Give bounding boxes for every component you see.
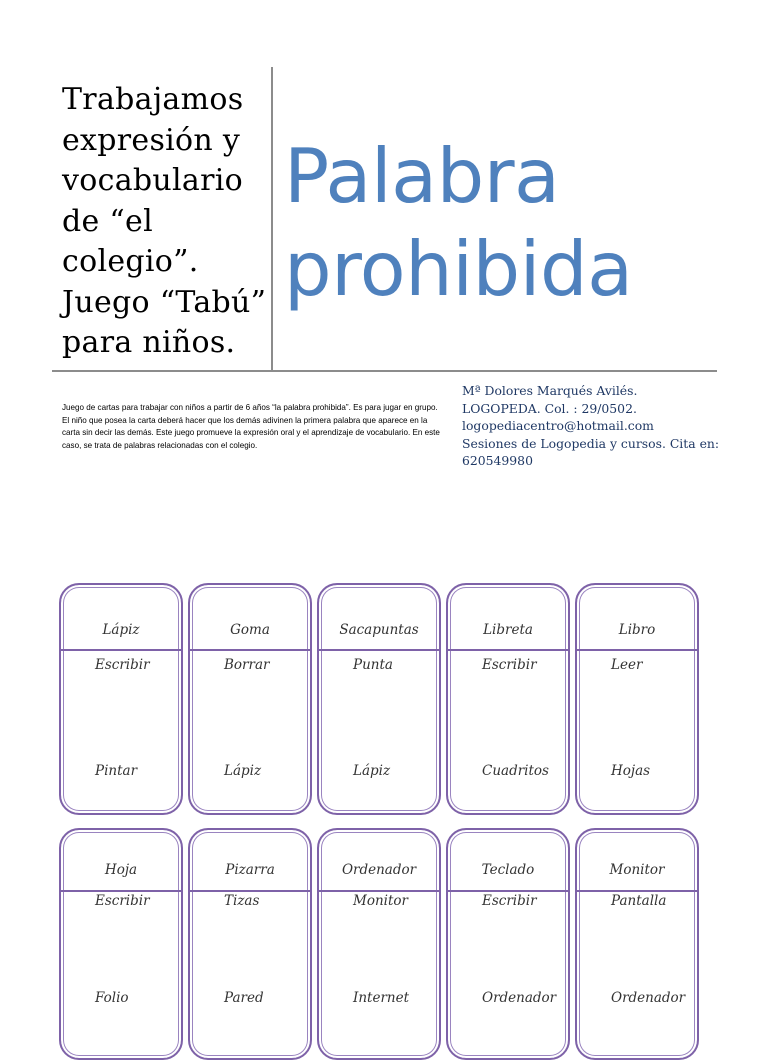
card-divider xyxy=(448,649,568,651)
card-taboo-word: Tizas xyxy=(224,893,260,909)
card-taboo-word: Escribir xyxy=(482,657,537,673)
card-divider xyxy=(577,649,697,651)
card-main-word: Monitor xyxy=(609,862,665,878)
card-taboo-word: Leer xyxy=(611,657,643,673)
card-taboo-word: Borrar xyxy=(224,657,270,673)
author-appointments: Sesiones de Logopedia y cursos. Cita en: 620549980 xyxy=(462,435,720,468)
card-main-word: Ordenador xyxy=(341,862,417,878)
card-main-word: Teclado xyxy=(481,862,535,878)
card-taboo-word: Pantalla xyxy=(611,893,667,909)
card-main-word: Lápiz xyxy=(102,622,140,638)
card-taboo-word: Escribir xyxy=(95,657,150,673)
card-taboo-word: Internet xyxy=(353,990,410,1006)
card-main-word: Libreta xyxy=(483,622,533,638)
card-taboo-word: Pared xyxy=(224,990,264,1006)
horizontal-divider xyxy=(52,370,717,372)
card-main-word: Hoja xyxy=(104,862,138,878)
author-block xyxy=(462,382,742,470)
card-main-word: Libro xyxy=(618,622,656,638)
card-divider xyxy=(61,890,181,892)
card-main-word: Sacapuntas xyxy=(339,622,419,638)
taboo-card xyxy=(317,828,441,1060)
author-name: Mª Dolores Marqués Avilés. xyxy=(462,383,638,398)
card-taboo-word: Pintar xyxy=(95,763,138,779)
card-divider xyxy=(577,890,697,892)
card-main-word: Pizarra xyxy=(225,862,275,878)
card-taboo-word: Hojas xyxy=(611,763,651,779)
card-divider xyxy=(190,890,310,892)
card-grid xyxy=(59,583,699,1060)
card-taboo-word: Folio xyxy=(95,990,129,1006)
card-divider xyxy=(319,649,439,651)
card-taboo-word: Cuadritos xyxy=(482,763,549,779)
taboo-card xyxy=(317,583,441,815)
card-taboo-word: Lápiz xyxy=(353,763,391,779)
card-taboo-word: Lápiz xyxy=(224,763,262,779)
taboo-card xyxy=(59,583,183,815)
document-subtitle: Trabajamos expresión y vocabulario de “el colegio”. Juego “Tabú” para niños. xyxy=(62,82,267,360)
card-taboo-word: Escribir xyxy=(482,893,537,909)
card-divider xyxy=(448,890,568,892)
taboo-card xyxy=(59,828,183,1060)
card-taboo-word: Monitor xyxy=(353,893,408,909)
taboo-card xyxy=(188,828,312,1060)
card-taboo-word: Punta xyxy=(353,657,393,673)
card-divider xyxy=(61,649,181,651)
taboo-card xyxy=(446,828,570,1060)
taboo-card xyxy=(446,583,570,815)
taboo-card xyxy=(575,828,699,1060)
author-credentials: LOGOPEDA. Col. : 29/0502. xyxy=(462,400,637,416)
vertical-divider xyxy=(271,67,273,370)
author-email: logopediacentro@hotmail.com xyxy=(462,418,654,433)
game-description: Juego de cartas para trabajar con niños a partir de 6 años “la palabra prohibida”. Es para jugar en grupo. El niño que posea la carta deberá hacer que los demás adivinen la primera palabra que aparece en la carta sin decir las demás. Este juego promueve la expresión oral y el aprendizaje de vocabulario. En este caso, se trata de palabras relacionadas con el colegio. xyxy=(62,403,440,450)
document-title: Palabra prohibida xyxy=(284,132,633,313)
card-divider xyxy=(190,649,310,651)
card-divider xyxy=(319,890,439,892)
taboo-card xyxy=(575,583,699,815)
card-main-word: Goma xyxy=(230,622,270,638)
card-taboo-word: Ordenador xyxy=(482,990,557,1006)
card-taboo-word: Escribir xyxy=(95,893,150,909)
taboo-card xyxy=(188,583,312,815)
card-taboo-word: Ordenador xyxy=(611,990,686,1006)
